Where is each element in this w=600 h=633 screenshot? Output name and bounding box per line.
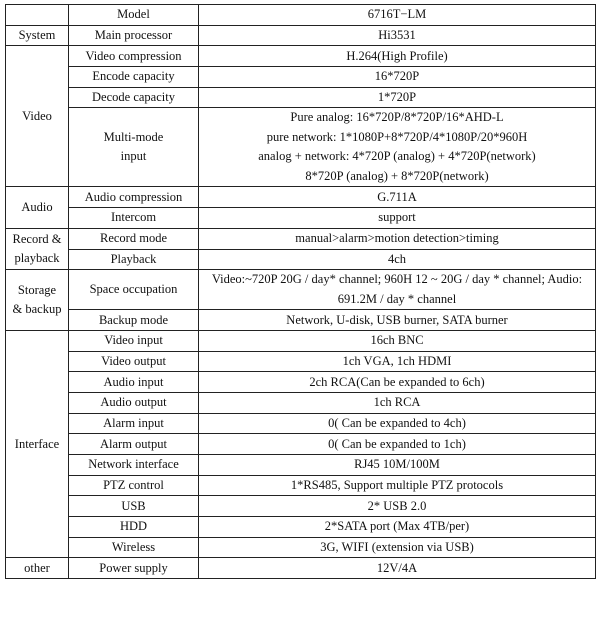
spec-label-usb: USB	[69, 496, 199, 517]
category-audio: Audio	[6, 187, 69, 228]
table-row-network-interface	[6, 455, 596, 476]
spec-value-encode-capacity: 16*720P	[199, 67, 596, 88]
table-row-audio-compression	[6, 187, 596, 208]
spec-label-backup-mode: Backup mode	[69, 310, 199, 331]
spec-value-audio-output: 1ch RCA	[199, 392, 596, 413]
category-system: System	[6, 25, 69, 46]
table-row-main-processor	[6, 25, 596, 46]
table-row-alarm-output	[6, 434, 596, 455]
spec-value-record-mode: manual>alarm>motion detection>timing	[199, 228, 596, 249]
spec-value-alarm-output: 0( Can be expanded to 1ch)	[199, 434, 596, 455]
spec-label-audio-input: Audio input	[69, 372, 199, 393]
table-row-backup-mode	[6, 310, 596, 331]
spec-value-video-output: 1ch VGA, 1ch HDMI	[199, 351, 596, 372]
spec-label-multi-mode-input	[69, 108, 199, 187]
category-line: Record &	[12, 231, 62, 246]
spec-label-alarm-output: Alarm output	[69, 434, 199, 455]
table-row-hdd	[6, 517, 596, 538]
table-row-audio-output	[6, 392, 596, 413]
table-row-encode-capacity	[6, 67, 596, 88]
table-row-usb	[6, 496, 596, 517]
spec-label-intercom: Intercom	[69, 208, 199, 229]
spec-value-decode-capacity: 1*720P	[199, 87, 596, 108]
spec-value-playback: 4ch	[199, 249, 596, 270]
spec-label-decode-capacity: Decode capacity	[69, 87, 199, 108]
spec-label-power-supply: Power supply	[69, 558, 199, 579]
category-video: Video	[6, 46, 69, 187]
empty-category-cell	[6, 5, 69, 26]
multi-mode-label-line: input	[120, 149, 147, 164]
category-other: other	[6, 558, 69, 579]
spec-value-space-occupation	[199, 270, 596, 310]
spec-label-video-input: Video input	[69, 330, 199, 351]
spec-value-ptz-control: 1*RS485, Support multiple PTZ protocols	[199, 475, 596, 496]
spec-value-intercom: support	[199, 208, 596, 229]
spec-label-video-compression: Video compression	[69, 46, 199, 67]
spec-label-record-mode: Record mode	[69, 228, 199, 249]
table-row-alarm-input	[6, 413, 596, 434]
category-record-playback	[6, 228, 69, 269]
spec-value-network-interface: RJ45 10M/100M	[199, 455, 596, 476]
spec-value-alarm-input: 0( Can be expanded to 4ch)	[199, 413, 596, 434]
multi-mode-value-line: 8*720P (analog) + 8*720P(network)	[305, 168, 489, 183]
category-interface: Interface	[6, 330, 69, 558]
spec-value-wireless: 3G, WIFI (extension via USB)	[199, 537, 596, 558]
table-row-model	[6, 5, 596, 26]
table-row-power-supply	[6, 558, 596, 579]
spec-label-wireless: Wireless	[69, 537, 199, 558]
table-row-intercom	[6, 208, 596, 229]
category-line: & backup	[12, 302, 62, 317]
multi-mode-value-line: Pure analog: 16*720P/8*720P/16*AHD-L	[290, 110, 504, 125]
spec-label-alarm-input: Alarm input	[69, 413, 199, 434]
spec-table	[5, 4, 596, 579]
space-value-line: Video:~720P 20G / day* channel; 960H 12 ~ 20G / day * channel; Audio:	[211, 272, 583, 287]
spec-label-network-interface: Network interface	[69, 455, 199, 476]
table-row-space-occupation	[6, 270, 596, 310]
table-row-decode-capacity	[6, 87, 596, 108]
spec-value-audio-compression: G.711A	[199, 187, 596, 208]
category-line: playback	[14, 251, 60, 265]
spec-label-space-occupation: Space occupation	[69, 270, 199, 310]
spec-value-multi-mode-input	[199, 108, 596, 187]
spec-label-audio-output: Audio output	[69, 392, 199, 413]
table-row-video-input	[6, 330, 596, 351]
spec-value-power-supply: 12V/4A	[199, 558, 596, 579]
table-row-playback	[6, 249, 596, 270]
spec-value-hdd: 2*SATA port (Max 4TB/per)	[199, 517, 596, 538]
spec-label-playback: Playback	[69, 249, 199, 270]
spec-value-usb: 2* USB 2.0	[199, 496, 596, 517]
multi-mode-label-line: Multi-mode	[103, 129, 164, 144]
table-row-video-compression	[6, 46, 596, 67]
multi-mode-value-line: analog + network: 4*720P (analog) + 4*720P(network)	[258, 149, 536, 164]
table-row-record-mode	[6, 228, 596, 249]
spec-value-backup-mode: Network, U-disk, USB burner, SATA burner	[199, 310, 596, 331]
spec-label-ptz-control: PTZ control	[69, 475, 199, 496]
spec-label-video-output: Video output	[69, 351, 199, 372]
table-row-multi-mode-input	[6, 108, 596, 187]
spec-label-encode-capacity: Encode capacity	[69, 67, 199, 88]
spec-value-model: 6716T−LM	[199, 5, 596, 26]
spec-value-audio-input: 2ch RCA(Can be expanded to 6ch)	[199, 372, 596, 393]
spec-value-video-input: 16ch BNC	[199, 330, 596, 351]
category-storage-backup	[6, 270, 69, 331]
table-row-video-output	[6, 351, 596, 372]
multi-mode-value-line: pure network: 1*1080P+8*720P/4*1080P/20*960H	[266, 129, 528, 144]
spec-label-model: Model	[69, 5, 199, 26]
table-row-audio-input	[6, 372, 596, 393]
spec-label-main-processor: Main processor	[69, 25, 199, 46]
spec-label-audio-compression: Audio compression	[69, 187, 199, 208]
category-line: Storage	[17, 282, 57, 297]
space-value-line: 691.2M / day * channel	[337, 291, 457, 306]
spec-value-main-processor: Hi3531	[199, 25, 596, 46]
spec-label-hdd: HDD	[69, 517, 199, 538]
spec-value-video-compression: H.264(High Profile)	[199, 46, 596, 67]
table-row-wireless	[6, 537, 596, 558]
table-row-ptz-control	[6, 475, 596, 496]
